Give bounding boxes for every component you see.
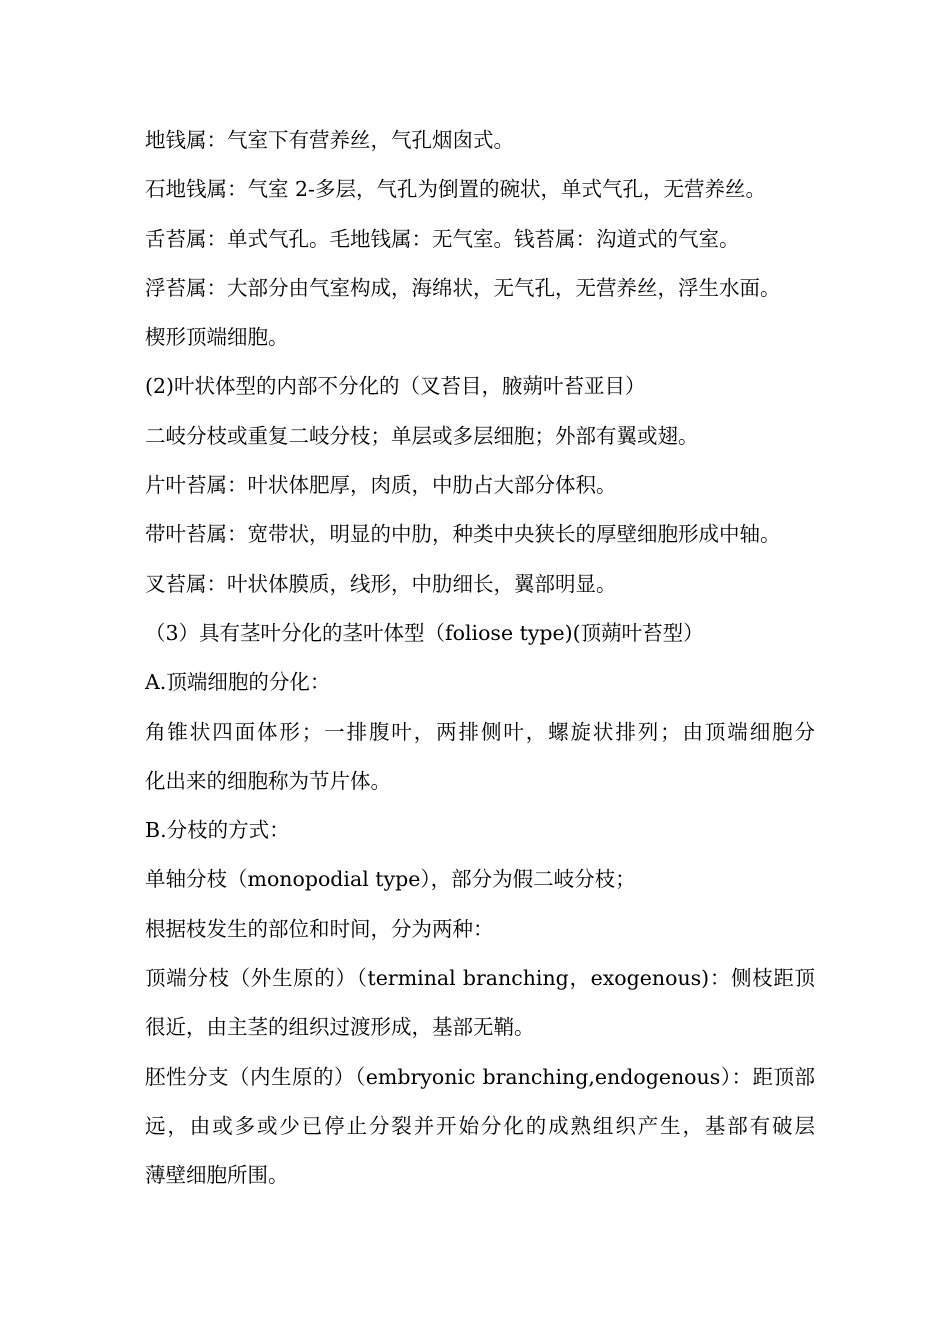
text-line: 片叶苔属：叶状体肥厚，肉质，中肋占大部分体积。: [145, 473, 617, 498]
text-line: （3）具有茎叶分化的茎叶体型（foliose type)(顶蒴叶苔型）: [145, 620, 704, 645]
text-line: 二岐分枝或重复二岐分枝；单层或多层细胞；外部有翼或翅。: [145, 423, 699, 448]
text-line: A.顶端细胞的分化：: [145, 670, 331, 695]
text-line: B.分枝的方式：: [145, 818, 290, 843]
text-line: (2)叶状体型的内部不分化的（叉苔目，腋蒴叶苔亚目）: [145, 374, 646, 399]
text-line: 地钱属：气室下有营养丝，气孔烟囱式。: [145, 128, 514, 152]
text-line: 单轴分枝（monopodial type），部分为假二岐分枝；: [145, 867, 636, 892]
text-line: 舌苔属：单式气孔。毛地钱属：无气室。钱苔属：沟道式的气室。: [145, 226, 740, 251]
text-line: 薄壁细胞所围。: [145, 1163, 289, 1188]
text-line: 远，由或多或少已停止分裂并开始分化的成熟组织产生，基部有破层: [145, 1113, 815, 1138]
text-line: 浮苔属：大部分由气室构成，海绵状，无气孔，无营养丝，浮生水面。: [145, 275, 781, 300]
text-line: 叉苔属：叶状体膜质，线形，中肋细长，翼部明显。: [145, 571, 617, 596]
text-line: 胚性分支（内生原的）（embryonic branching,endogenous）：距顶部: [145, 1064, 815, 1089]
document-body: [145, 116, 815, 1201]
text-line: 带叶苔属：宽带状，明显的中肋，种类中央狭长的厚壁细胞形成中轴。: [145, 522, 781, 547]
text-line: 石地钱属：气室 2-多层，气孔为倒置的碗状，单式气孔，无营养丝。: [145, 177, 766, 202]
text-line: 化出来的细胞称为节片体。: [145, 768, 391, 793]
text-line: 根据枝发生的部位和时间，分为两种：: [145, 916, 494, 941]
text-line: 楔形顶端细胞。: [145, 325, 289, 350]
text-line: 很近，由主茎的组织过渡形成，基部无鞘。: [145, 1015, 535, 1040]
text-line: 顶端分枝（外生原的）（terminal branching，exogenous)：侧枝距顶: [145, 966, 815, 991]
text-line: 角锥状四面体形；一排腹叶，两排侧叶，螺旋状排列；由顶端细胞分: [145, 719, 815, 744]
